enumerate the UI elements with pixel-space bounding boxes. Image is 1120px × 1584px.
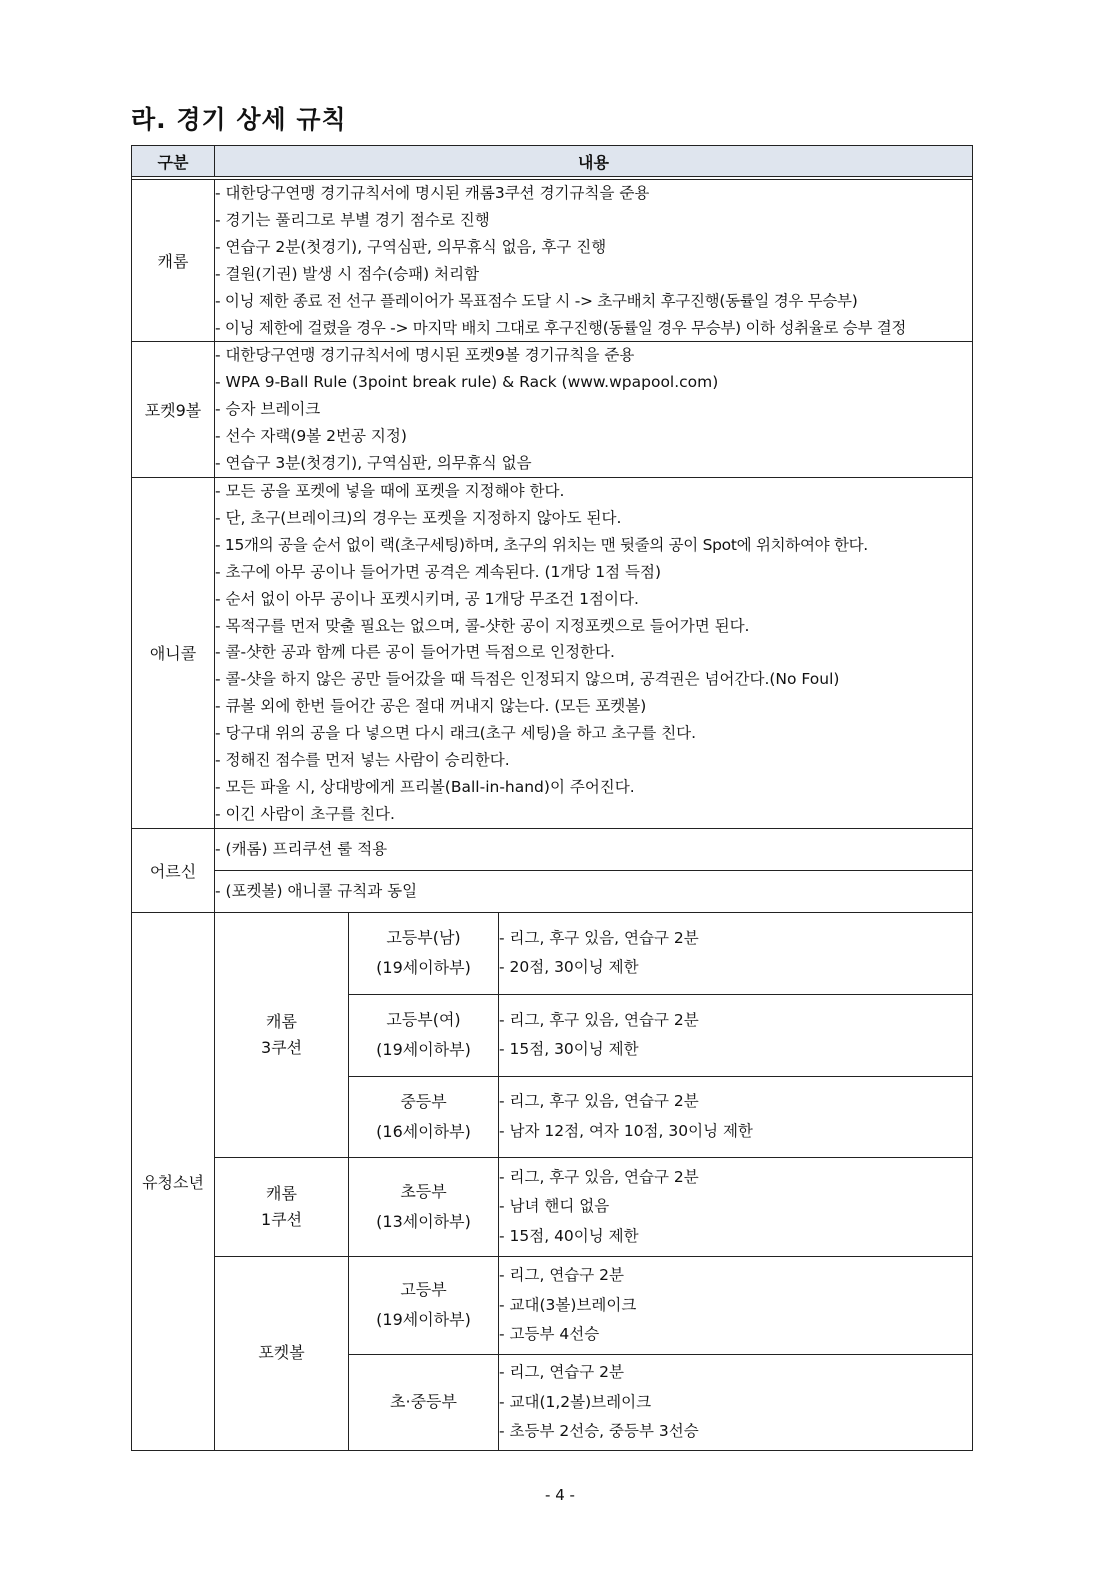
list-item: - 결원(기권) 발생 시 점수(승패) 처리함 (215, 264, 480, 283)
youth-row (132, 1157, 973, 1256)
list-item: - 대한당구연맹 경기규칙서에 명시된 포켓9볼 경기규칙을 준용 (215, 346, 635, 365)
carom-content (215, 180, 973, 342)
list-item: - 이닝 제한 종료 전 선구 플레이어가 목표점수 도달 시 -> 초구배치 후구진행(동률일 경우 무승부) (215, 291, 858, 310)
list-item: - 15개의 공을 순서 없이 랙(초구세팅)하며, 초구의 위치는 맨 뒷줄의 공이 Spot에 위치하여야 한다. (215, 535, 868, 554)
youth-row (132, 1256, 973, 1354)
pocket9-label: 포켓9볼 (132, 342, 215, 478)
senior-label: 어르신 (132, 828, 215, 912)
division-label: 초등부 (13세이하부) (349, 1157, 499, 1256)
list-item: - 승자 브레이크 (215, 400, 321, 419)
header-content: 내용 (215, 146, 973, 177)
list-item: - 연습구 3분(첫경기), 구역심판, 의무휴식 없음 (215, 454, 532, 473)
list-item: - 큐볼 외에 한번 들어간 공은 절대 꺼내지 않는다. (모든 포켓볼) (215, 697, 647, 716)
list-item: - (캐롬) 프리쿠션 룰 적용 (215, 839, 388, 858)
list-item: - 콜-샷한 공과 함께 다른 공이 들어가면 득점으로 인정한다. (215, 643, 615, 662)
list-item: - (포켓볼) 애니콜 규칙과 동일 (215, 881, 418, 900)
division-label: 고등부(남) (19세이하부) (349, 912, 499, 994)
youth-group-carom3: 캐롬 3쿠션 (215, 912, 349, 1157)
list-item: - 모든 공을 포켓에 넣을 때에 포켓을 지정해야 한다. (215, 481, 565, 500)
header-category: 구분 (132, 146, 215, 177)
division-label: 중등부 (16세이하부) (349, 1076, 499, 1157)
division-details: - 리그, 후구 있음, 연습구 2분 - 20점, 30이닝 제한 (499, 912, 973, 994)
list-item: - 당구대 위의 공을 다 넣으면 다시 래크(초구 세팅)을 하고 초구를 친다. (215, 724, 697, 743)
rules-table (131, 145, 973, 1451)
pocket9-row (132, 342, 973, 478)
list-item: - 연습구 2분(첫경기), 구역심판, 의무휴식 없음, 후구 진행 (215, 237, 607, 256)
list-item: - 대한당구연맹 경기규칙서에 명시된 캐롬3쿠션 경기규칙을 준용 (215, 184, 650, 202)
header-row (132, 146, 973, 177)
section-title: 라. 경기 상세 규칙 (131, 105, 347, 134)
youth-group-carom1: 캐롬 1쿠션 (215, 1157, 349, 1256)
senior-row (132, 828, 973, 870)
youth-label: 유청소년 (132, 912, 215, 1450)
list-item: - 콜-샷을 하지 않은 공만 들어갔을 때 득점은 인정되지 않으며, 공격권은 넘어간다.(No Foul) (215, 670, 840, 689)
senior-content-2 (215, 870, 973, 912)
division-details: - 리그, 후구 있음, 연습구 2분 - 남녀 핸디 없음 - 15점, 40이닝 제한 (499, 1157, 973, 1256)
list-item: - 정해진 점수를 먼저 넣는 사람이 승리한다. (215, 751, 510, 770)
carom-row (132, 180, 973, 342)
anycall-label: 애니콜 (132, 477, 215, 828)
anycall-row (132, 477, 973, 828)
list-item: - 모든 파울 시, 상대방에게 프리볼(Ball-in-hand)이 주어진다. (215, 777, 635, 796)
list-item: - WPA 9-Ball Rule (3point break rule) & Rack (www.wpapool.com) (215, 373, 719, 392)
anycall-content (215, 477, 973, 828)
list-item: - 단, 초구(브레이크)의 경우는 포켓을 지정하지 않아도 된다. (215, 508, 622, 527)
youth-group-pocketball: 포켓볼 (215, 1256, 349, 1450)
list-item: - 이긴 사람이 초구를 친다. (215, 804, 395, 823)
senior-row-2 (132, 870, 973, 912)
division-label: 고등부 (19세이하부) (349, 1256, 499, 1354)
pocket9-content (215, 342, 973, 478)
list-item: - 초구에 아무 공이나 들어가면 공격은 계속된다. (1개당 1점 득점) (215, 562, 662, 581)
list-item: - 이닝 제한에 걸렸을 경우 -> 마지막 배치 그대로 후구진행(동률일 경우 무승부) 이하 성취율로 승부 결정 (215, 318, 907, 337)
division-details: - 리그, 후구 있음, 연습구 2분 - 15점, 30이닝 제한 (499, 994, 973, 1076)
division-details: - 리그, 연습구 2분 - 교대(3볼)브레이크 - 고등부 4선승 (499, 1256, 973, 1354)
list-item: - 목적구를 먼저 맞출 필요는 없으며, 콜-샷한 공이 지정포켓으로 들어가면 된다. (215, 616, 750, 635)
division-label: 고등부(여) (19세이하부) (349, 994, 499, 1076)
list-item: - 순서 없이 아무 공이나 포켓시키며, 공 1개당 무조건 1점이다. (215, 589, 639, 608)
list-item: - 선수 자랙(9볼 2번공 지정) (215, 427, 407, 446)
senior-content-1 (215, 828, 973, 870)
carom-label: 캐롬 (132, 180, 215, 342)
division-details: - 리그, 후구 있음, 연습구 2분 - 남자 12점, 여자 10점, 30이닝 제한 (499, 1076, 973, 1157)
page-number: - 4 - (545, 1486, 575, 1504)
division-label: 초·중등부 (349, 1354, 499, 1450)
list-item: - 경기는 풀리그로 부별 경기 점수로 진행 (215, 210, 490, 229)
division-details: - 리그, 연습구 2분 - 교대(1,2볼)브레이크 - 초등부 2선승, 중등부 3선승 (499, 1354, 973, 1450)
youth-row (132, 912, 973, 994)
